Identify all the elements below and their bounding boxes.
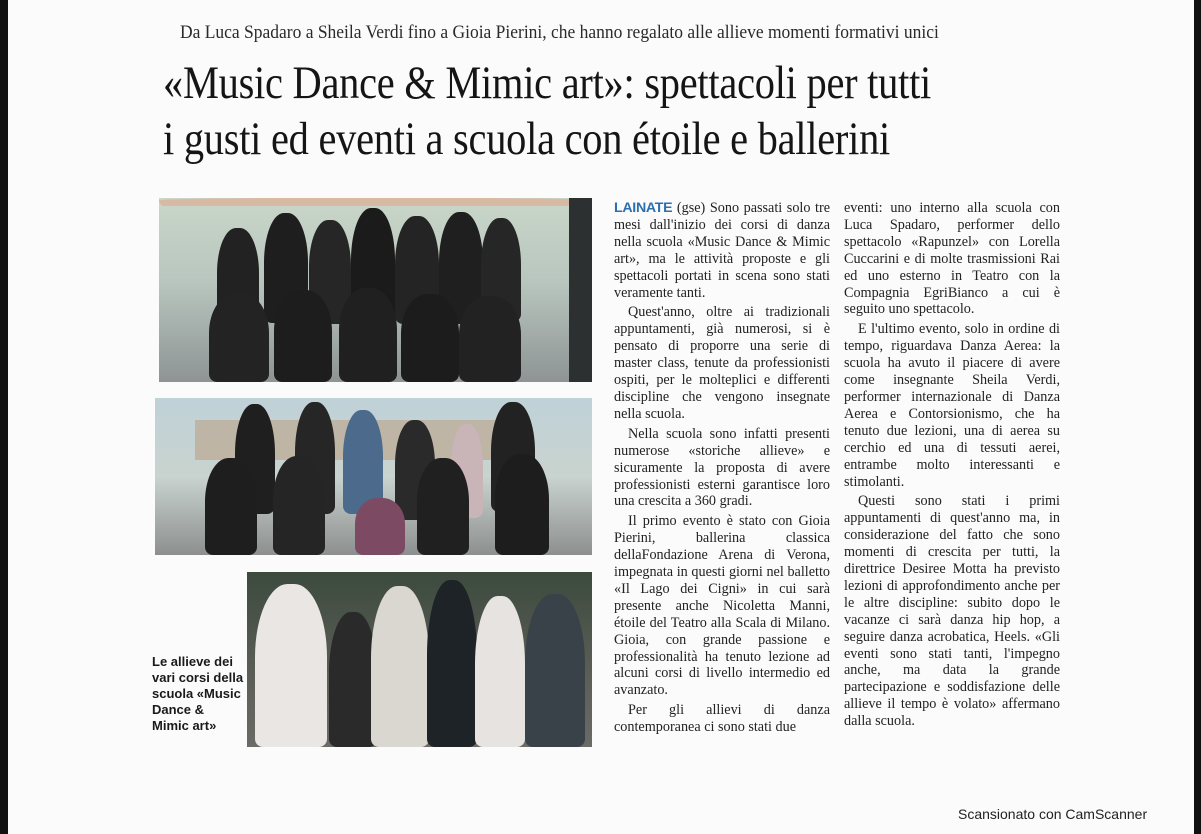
group-photo-3 bbox=[247, 572, 592, 747]
article-paragraph: Questi sono stati i primi appuntamenti di quest'anno ma, in considerazione del fatto che sono momenti di crescita per tutti, la direttrice Desiree Motta ha previsto lezioni di approfondimento anche per le altre discipline: subito dopo le vacanze ci sarà danza hip hop, a seguire danza acrobatica, Heels. «Gli eventi sono stati tanti, l'impegno anche, ma data la grande partecipazione e soddisfazione delle allieve il tempo è volato» affermano dalla scuola. bbox=[844, 493, 1060, 730]
article-headline bbox=[163, 55, 937, 167]
photo-caption: Le allieve dei vari corsi della scuola «Music Dance & Mimic art» bbox=[152, 654, 244, 733]
headline-line-1: «Music Dance & Mimic art»: spettacoli per tutti bbox=[163, 57, 932, 109]
scan-border-right bbox=[1194, 0, 1201, 834]
article-paragraph: Nella scuola sono infatti presenti numerose «storiche allieve» e sicuramente la proposta di avere professionisti esterni garantisce loro una crescita a 360 gradi. bbox=[614, 425, 830, 510]
article-paragraph: eventi: uno interno alla scuola con Luca Spadaro, performer dello spettacolo «Rapunzel» con Lorella Cuccarini e di molte trasmissioni Rai ed uno esterno in Teatro con la Compagnia EgriBianco a cui è seguito uno spettacolo. bbox=[844, 200, 1060, 318]
group-photo-2 bbox=[155, 398, 592, 555]
article-paragraph: E l'ultimo evento, solo in ordine di tempo, riguardava Danza Aerea: la scuola ha avuto il piacere di avere come insegnante Sheila Verdi, performer internazionale di Danza Aerea e Contorsionismo, che ha tenuto due lezioni, una di aerea su cerchio ed una di tessuti aerei, entrambe molto interessanti e stimolanti. bbox=[844, 321, 1060, 490]
location-kicker: LAINATE bbox=[614, 200, 673, 216]
article-paragraph bbox=[614, 200, 830, 301]
group-photo-1 bbox=[159, 198, 592, 382]
paragraph-text: (gse) Sono passati solo tre mesi dall'inizio dei corsi di danza nella scuola «Music Dance & Mimic art», ma le attività proposte e gli spettacoli portati in scena sono stati veramente tanti. bbox=[614, 200, 831, 301]
article-paragraph: Il primo evento è stato con Gioia Pierini, ballerina classica dellaFondazione Arena di Verona, impegnata in questi giorni nel balletto «Il Lago dei Cigni» in cui sarà presente anche Nicoletta Manni, étoile del Teatro alla Scala di Milano. Gioia, con grande passione e professionalità ha tenuto lezione ad alcuni corsi di livello intermedio ed avanzato. bbox=[614, 513, 830, 699]
article-column-1 bbox=[614, 200, 830, 739]
article-column-2 bbox=[844, 200, 1060, 733]
scanner-watermark: Scansionato con CamScanner bbox=[958, 806, 1148, 822]
article-subtitle: Da Luca Spadaro a Sheila Verdi fino a Gioia Pierini, che hanno regalato alle allieve momenti formativi unici bbox=[180, 22, 939, 43]
scan-border-left bbox=[0, 0, 8, 834]
headline-line-2: i gusti ed eventi a scuola con étoile e ballerini bbox=[163, 113, 891, 165]
article-paragraph: Quest'anno, oltre ai tradizionali appuntamenti, già numerosi, si è pensato di proporre una serie di master class, tenute da professionisti ospiti, per le molteplici e differenti discipline che vengono insegnate nella scuola. bbox=[614, 304, 830, 422]
article-paragraph: Per gli allievi di danza contemporanea ci sono stati due bbox=[614, 702, 830, 736]
